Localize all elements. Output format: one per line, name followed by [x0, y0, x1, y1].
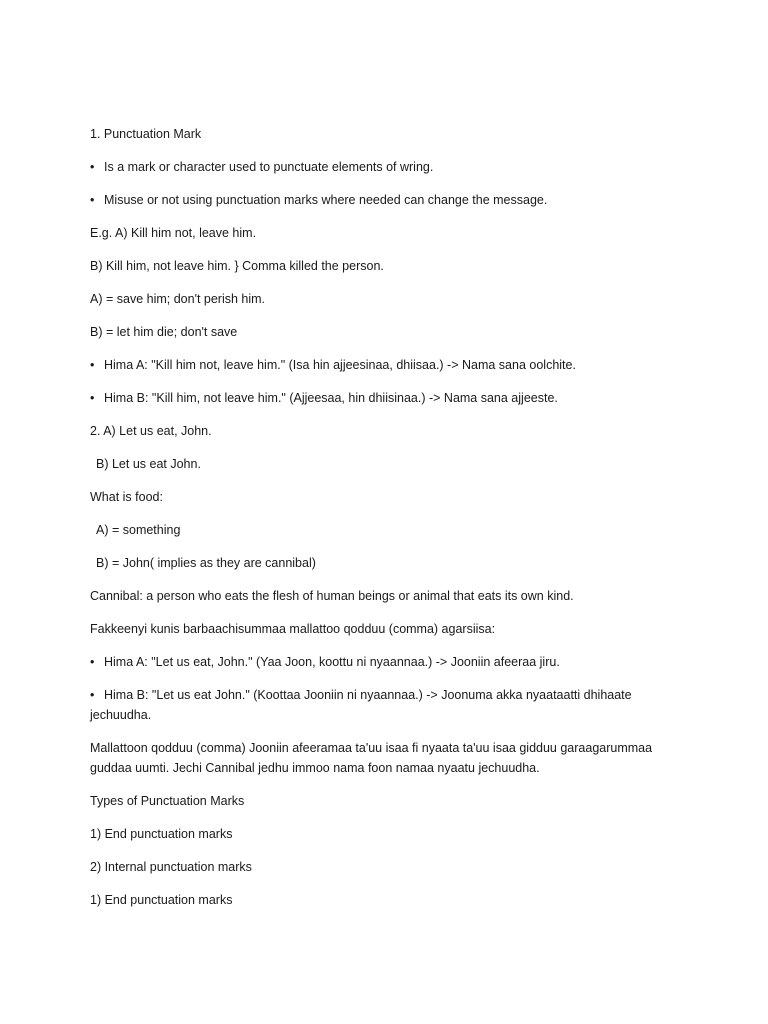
- paragraph: 1) End punctuation marks: [90, 893, 233, 907]
- paragraph: B) = let him die; don't save: [90, 325, 238, 339]
- paragraph: B) Kill him, not leave him. } Comma killed the person.: [90, 259, 384, 273]
- bullet-marker: •: [90, 160, 95, 174]
- paragraph: What is food:: [90, 490, 163, 504]
- bullet-item: • Hima B: "Let us eat John." (Koottaa Jooniin ni nyaannaa.) -> Joonuma akka nyaataatti dhihaate jechuudha.: [90, 685, 670, 725]
- bullet-item: • Is a mark or character used to punctuate elements of wring.: [90, 157, 670, 177]
- paragraph: 2) Internal punctuation marks: [90, 860, 252, 874]
- bullet-marker: •: [90, 655, 95, 669]
- paragraph: B) = John( implies as they are cannibal): [96, 556, 316, 570]
- paragraph: 2. A) Let us eat, John.: [90, 424, 212, 438]
- paragraph: Fakkeenyi kunis barbaachisummaa mallattoo qodduu (comma) agarsiisa:: [90, 622, 496, 636]
- bullet-item: • Hima A: "Kill him not, leave him." (Isa hin ajjeesinaa, dhiisaa.) -> Nama sana oolchite.: [90, 355, 670, 375]
- paragraph: Cannibal: a person who eats the flesh of human beings or animal that eats its own kind.: [90, 589, 574, 603]
- bullet-marker: •: [90, 688, 95, 702]
- paragraph: Mallattoon qodduu (comma) Jooniin afeeramaa ta'uu isaa fi nyaata ta'uu isaa gidduu garaagarummaa guddaa uumti. Jechi Cannibal jedhu immoo nama foon namaa nyaatu jechuudha.: [90, 741, 656, 775]
- bullet-item: • Hima B: "Kill him, not leave him." (Ajjeesaa, hin dhiisinaa.) -> Nama sana ajjeeste.: [90, 388, 670, 408]
- document-page: [90, 124, 670, 923]
- bullet-marker: •: [90, 391, 95, 405]
- paragraph: 1. Punctuation Mark: [90, 127, 202, 141]
- paragraph: E.g. A) Kill him not, leave him.: [90, 226, 257, 240]
- paragraph: 1) End punctuation marks: [90, 827, 233, 841]
- bullet-item: • Misuse or not using punctuation marks where needed can change the message.: [90, 190, 670, 210]
- bullet-marker: •: [90, 358, 95, 372]
- section-heading: Types of Punctuation Marks: [90, 794, 245, 808]
- bullet-marker: •: [90, 193, 95, 207]
- bullet-item: • Hima A: "Let us eat, John." (Yaa Joon, koottu ni nyaannaa.) -> Jooniin afeeraa jiru.: [90, 652, 670, 672]
- paragraph: B) Let us eat John.: [96, 457, 201, 471]
- paragraph: A) = something: [96, 523, 181, 537]
- paragraph: A) = save him; don't perish him.: [90, 292, 266, 306]
